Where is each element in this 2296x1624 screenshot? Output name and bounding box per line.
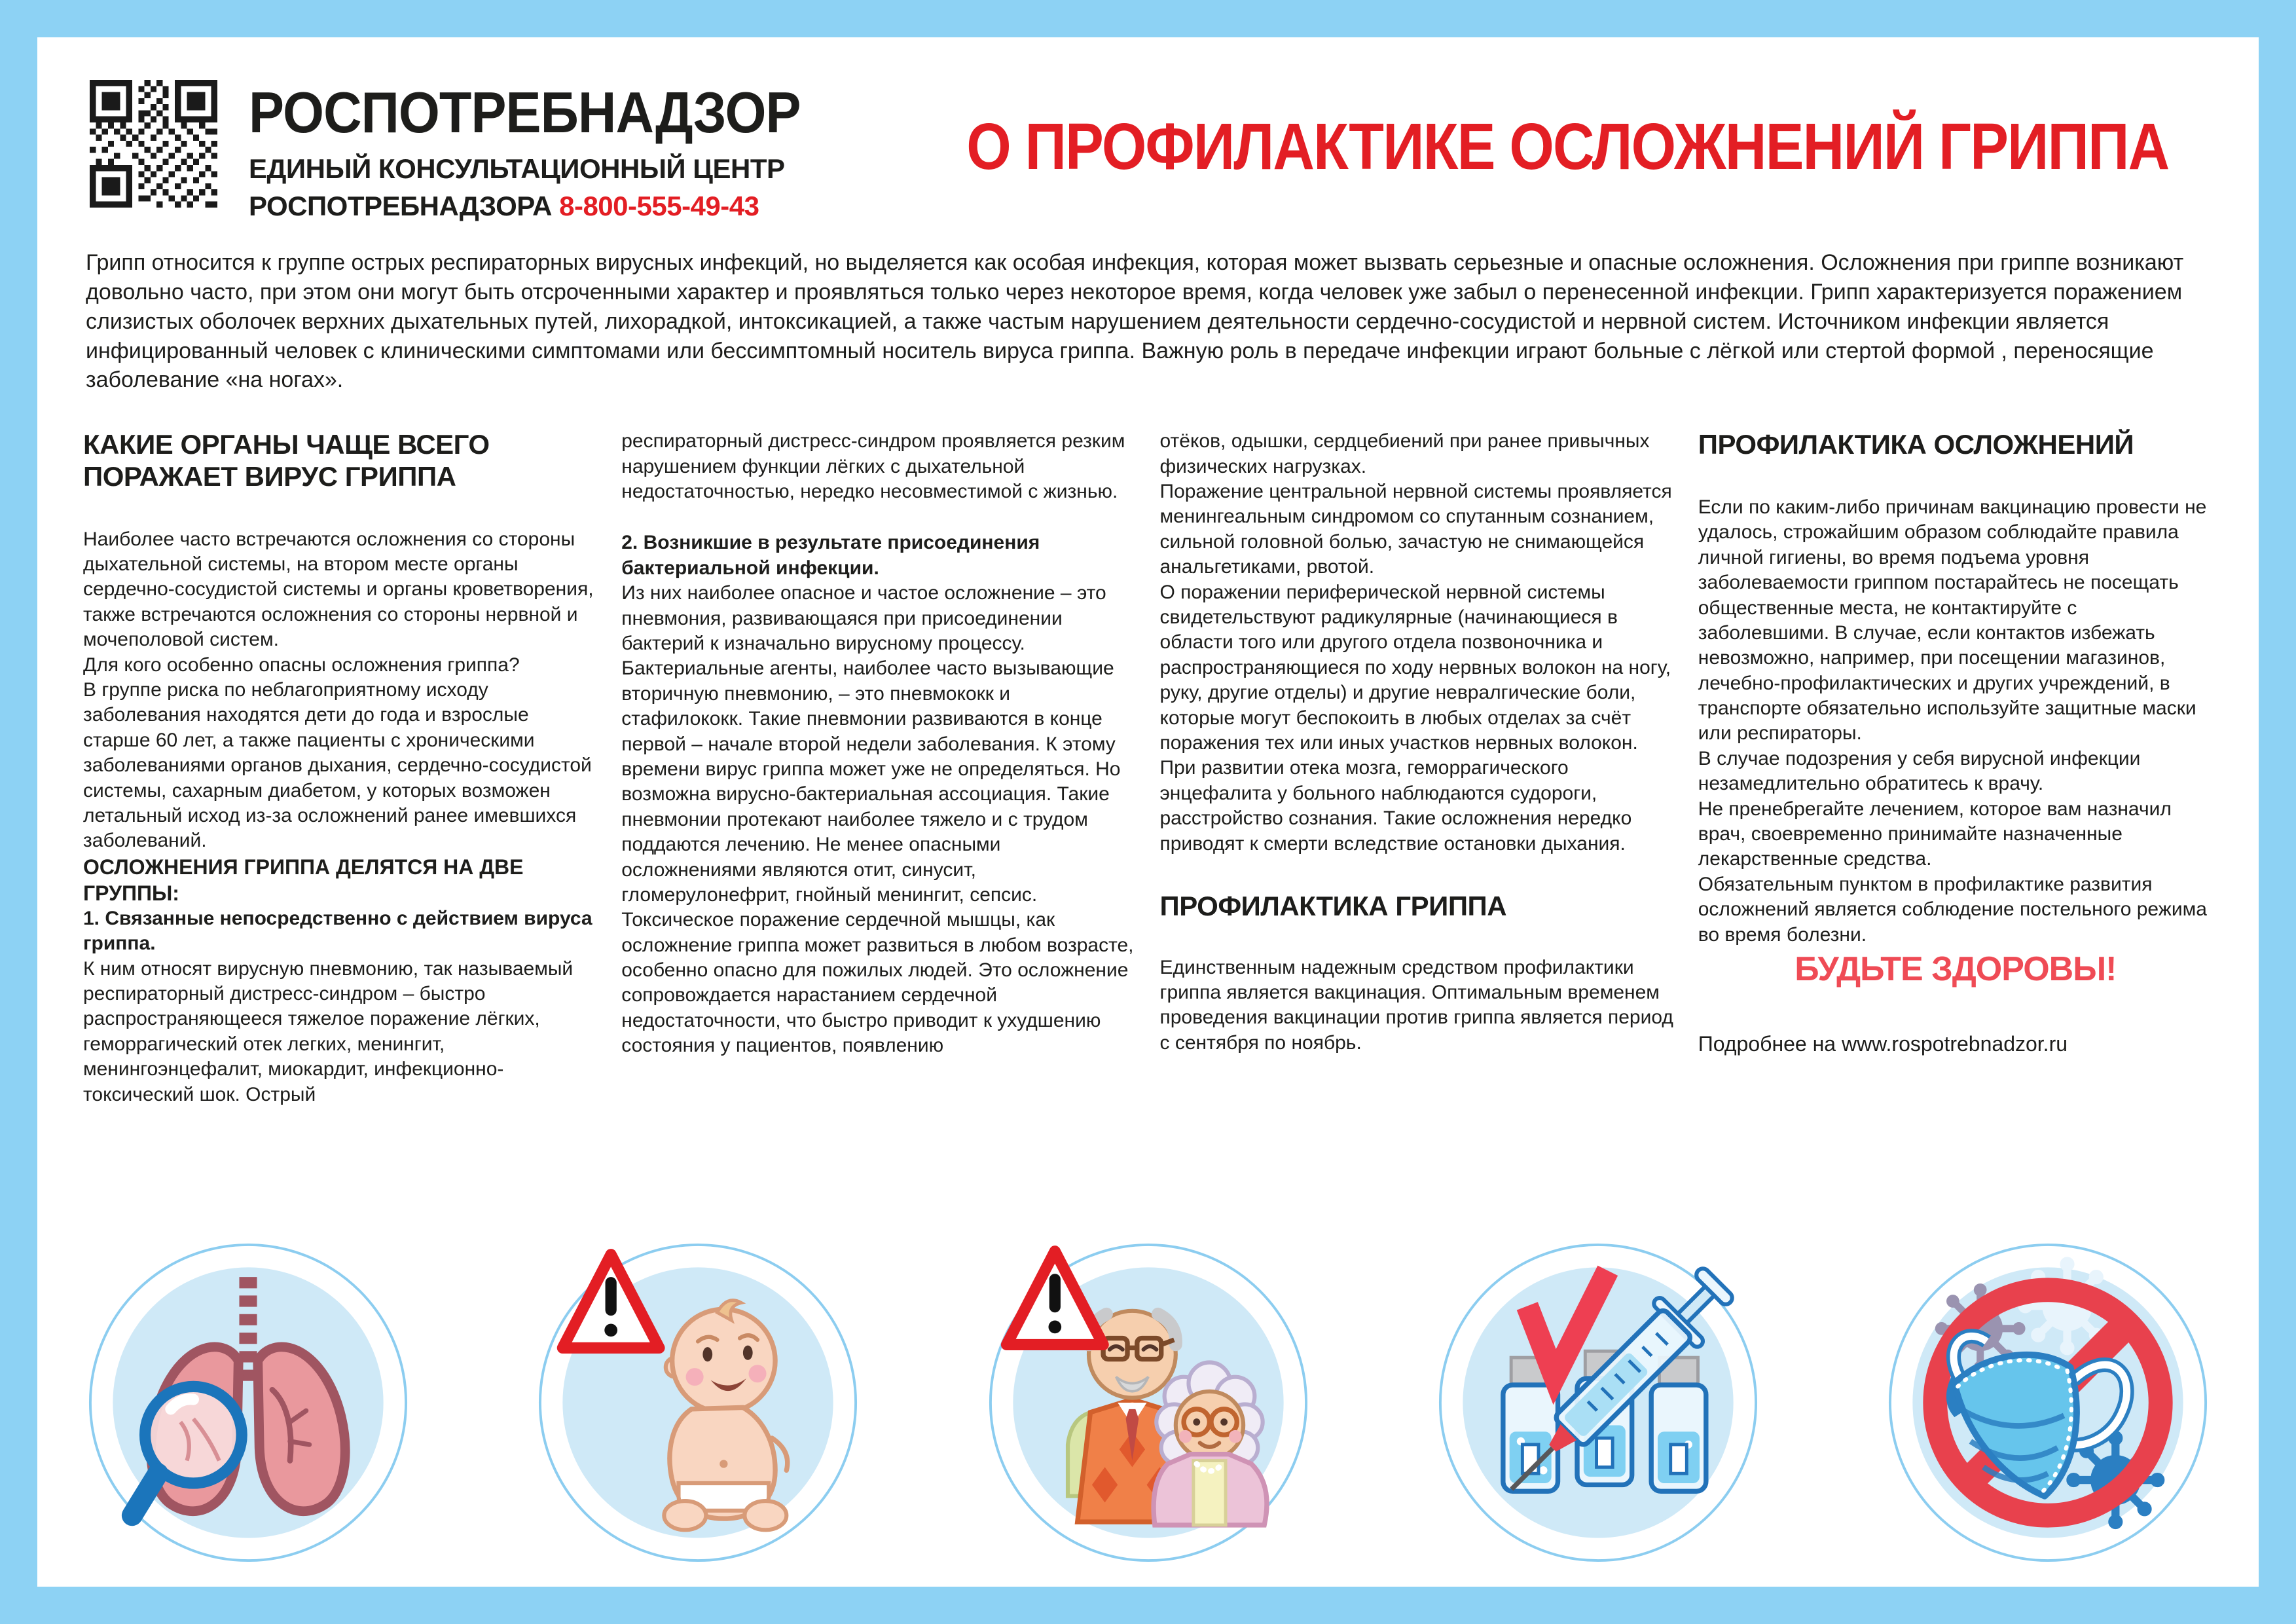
column-1-paragraph-3: В группе риска по неблагоприятному исходу заболевания находятся дети до года и взрослые старше 60 лет, а также пациенты с хроническими заболеваниями органов дыхания, сердечно-сосудистой системы, сахарным диабетом, у которых возможен летальный исход из-за осложнений ранее имевшихся заболеваний.	[83, 679, 592, 852]
column-4	[1698, 429, 2213, 1222]
flu-prevention-heading: ПРОФИЛАКТИКА ГРИППА	[1159, 890, 1507, 921]
brand-block	[90, 80, 848, 225]
poster	[37, 37, 2259, 1587]
complications-prevention-heading: ПРОФИЛАКТИКА ОСЛОЖНЕНИЙ	[1698, 429, 2134, 460]
grandmother-icon	[1154, 1363, 1267, 1525]
column-4-paragraph-3: Не пренебрегайте лечением, которое вам назначил врач, своевременно принимайте назначенные лекарственные средства.	[1698, 798, 2172, 870]
column-2-paragraph-2: Из них наиболее опасное и частое осложнение – это пневмония, развивающаяся при присоединении бактерий к изначально вирусному процессу. Бактериальные агенты, наиболее часто вызывающие вторичную пневмонию, – это пневмококк и стафилококк. Такие пневмонии развиваются в конце первой – начале второй недели заболевания. К этому времени вирус гриппа может уже не определяться. Но возможна вирусно-бактериальная ассоциация. Такие пневмонии протекают наиболее тяжело и с трудом поддаются лечению. Не менее опасными осложнениями являются отит, синусит, гломерулонефрит, гнойный менингит, сепсис. Токсическое поражение сердечной мышцы, как осложнение гриппа может развиться в любом возрасте, особенно опасно для пожилых людей. Это осложнение сопровождается нарастанием сердечной недостаточности, что быстро приводит к ухудшению состояния у пациентов, появлению	[621, 582, 1134, 1057]
mask-viruses-prohibition-illustration	[1887, 1242, 2209, 1564]
brand-subtitle-text: РОСПОТРЕБНАДЗОРА	[249, 191, 552, 222]
vaccine-syringe-illustration	[1437, 1242, 1759, 1564]
column-2	[621, 429, 1136, 1222]
column-3-paragraph-5: Единственным надежным средством профилактики гриппа является вакцинация. Оптимальным временем проведения вакцинации против гриппа является период с сентября по ноябрь.	[1159, 956, 1673, 1054]
website-note: Подробнее на www.rospotrebnadzor.ru	[1698, 1031, 2068, 1056]
group-2-title: 2. Возникшие в результате присоединения бактериальной инфекции.	[621, 532, 1040, 579]
column-3-paragraph-2: Поражение центральной нервной системы проявляется менингеальным синдромом со спутанным сознанием, сильной головной болью, зачастую не снимающейся анальгетиками, рвотой.	[1159, 481, 1672, 578]
group-1-title: 1. Связанные непосредственно с действием вируса гриппа.	[83, 907, 592, 955]
elderly-couple-warning-illustration	[987, 1242, 1309, 1564]
column-3-paragraph-4: При развитии отека мозга, геморрагического энцефалита у больного наблюдаются судороги, расстройство сознания. Такие осложнения нередко приводят к смерти вследствие остановки дыхания.	[1159, 757, 1632, 855]
brand-subtitle-line2	[249, 188, 848, 224]
column-1-subheading: ОСЛОЖНЕНИЯ ГРИППА ДЕЛЯТСЯ НА ДВЕ ГРУППЫ:	[83, 855, 524, 905]
column-3	[1160, 429, 1675, 1222]
baby-warning-illustration	[537, 1242, 859, 1564]
header	[90, 80, 2206, 225]
hotline-phone: 8-800-555-49-43	[559, 191, 759, 222]
brand-text	[249, 80, 848, 225]
qr-code	[90, 80, 217, 208]
text-columns	[83, 429, 2213, 1222]
lungs-magnifier-illustration	[87, 1242, 409, 1564]
brand-title: РОСПОТРЕБНАДЗОР	[249, 80, 801, 145]
column-1-paragraph-1: Наиболее часто встречаются осложнения со стороны дыхательной системы, на втором месте органы сердечно-сосудистой системы и органы кроветворения, также встречаются осложнения со стороны нервной и мочеполовой систем.	[83, 528, 594, 651]
brand-subtitle-line1: ЕДИНЫЙ КОНСУЛЬТАЦИОННЫЙ ЦЕНТР	[249, 153, 785, 184]
column-1-heading: КАКИЕ ОРГАНЫ ЧАЩЕ ВСЕГО ПОРАЖАЕТ ВИРУС ГРИППА	[83, 429, 490, 492]
intro-paragraph: Грипп относится к группе острых респираторных вирусных инфекций, но выделяется как особая инфекция, которая может вызвать серьезные и опасные осложнения. Осложнения при гриппе возникают довольно часто, при этом они могут быть отсроченными характер и проявляться только через некоторое время, когда человек уже забыл о перенесенной инфекции. Грипп характеризуется поражением слизистых оболочек верхних дыхательных путей, лихорадкой, интоксикацией, а также частым нарушением деятельности сердечно-сосудистой и нервной систем. Источником инфекции является инфицированный человек с клиническими симптомами или бессимптомный носитель вируса гриппа. Важную роль в передаче инфекции играют больные с лёгкой или стертой формой , переносящие заболевание «на ногах».	[86, 249, 2184, 393]
column-1-paragraph-4: К ним относят вирусную пневмонию, так называемый респираторный дистресс-синдром – быстро распространяющееся тяжелое поражение лёгких, геморрагический отек легких, менингит, менингоэнцефалит, миокардит, инфекционно-токсический шок. Острый	[83, 957, 574, 1105]
illustrations-row	[87, 1242, 2209, 1564]
poster-title: О ПРОФИЛАКТИКЕ ОСЛОЖНЕНИЙ ГРИППА	[966, 110, 2169, 183]
column-4-paragraph-4: Обязательным пунктом в профилактике развития осложнений является соблюдение постельного режима во время болезни.	[1698, 873, 2207, 946]
stay-healthy-slogan: БУДЬТЕ ЗДОРОВЫ!	[1795, 950, 2117, 988]
column-1-paragraph-2: Для кого особенно опасны осложнения гриппа?	[83, 654, 520, 676]
column-1	[83, 429, 598, 1222]
column-4-paragraph-2: В случае подозрения у себя вирусной инфекции незамедлительно обратитесь к врачу.	[1698, 747, 2141, 795]
column-3-paragraph-1: отёков, одышки, сердцебиений при ранее привычных физических нагрузках.	[1159, 430, 1650, 477]
column-3-paragraph-3: О поражении периферической нервной системы свидетельствуют радикулярные (начинающиеся в области того или другого отдела позвоночника и распространяющиеся по ходу нервных волокон на ногу, руку, другие отделы) и другие невралгические боли, которые могут беспокоить в любых отделах за счёт поражения тех или иных участков нервных волокон.	[1159, 581, 1671, 754]
column-4-paragraph-1: Если по каким-либо причинам вакцинацию провести не удалось, строжайшим образом соблюдайте правила личной гигиены, во время подъема уровня заболеваемости гриппом постарайтесь не посещать общественные места, не контактируйте с заболевшими. В случае, если контактов избежать невозможно, например, при посещении магазинов, лечебно-профилактических и других учреждений, в транспорте обязательно используйте защитные маски или респираторы.	[1698, 496, 2207, 745]
column-2-paragraph-1: респираторный дистресс-синдром проявляется резким нарушением функции лёгких с дыхательной недостаточностью, нередко несовместимой с жизнью.	[621, 430, 1125, 503]
